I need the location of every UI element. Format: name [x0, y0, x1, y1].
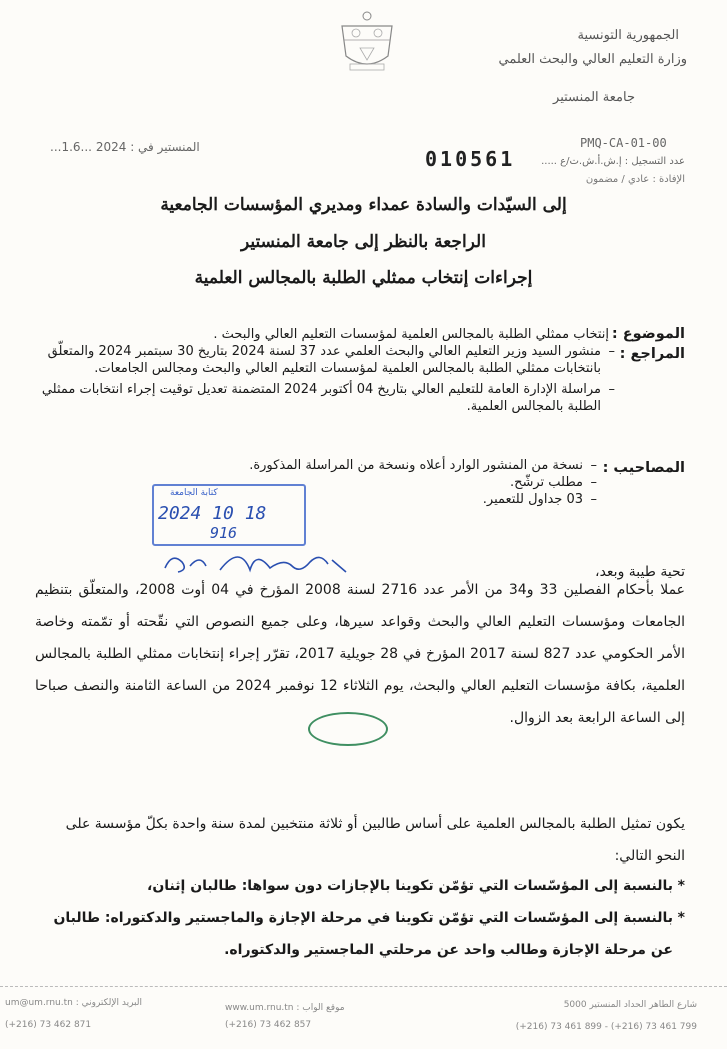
- coat-of-arms-emblem: [330, 8, 404, 74]
- list-item: * بالنسبة إلى المؤسّسات التي تؤمّن تكوينا بالإجازات دون سواها: طالبان إثنان،: [35, 870, 685, 902]
- title-subject: إجراءات إنتخاب ممثلي الطلبة بالمجالس العلمية: [194, 268, 533, 288]
- header-republic: الجمهورية التونسية: [577, 28, 679, 43]
- form-code: PMQ-CA-01-00: [580, 136, 667, 150]
- main-paragraph: عملا بأحكام الفصلين 33 و34 من الأمر عدد 2716 لسنة 2008 المؤرخ في 04 أوت 2008، والمتعلّق بتنظيم الجامعات ومؤسسات التعليم العالي والبحث وقواعد سيرها، وعلى جميع النصوص التي نقّحته أو تمّمته وخاصة الأمر الحكومي عدد 827 لسنة 2017 المؤرخ في 28 جويلية 2017، تقرّر إجراء إنتخابات ممثلي الطلبة بالمجالس العلمية، بكافة مؤسسات التعليم العالي والبحث، يوم الثلاثاء 12 نوفمبر 2024 من الساعة الثامنة والنصف صباحا إلى الساعة الرابعة بعد الزوال.: [35, 582, 686, 726]
- greeting: تحية طيبة وبعد،: [595, 564, 685, 580]
- references-label: المراجع :: [619, 346, 685, 362]
- date-value: 2024 ...1.6...: [50, 140, 127, 154]
- reference-number: 010561: [425, 147, 516, 171]
- attachments-label: المصاحيب :: [602, 460, 685, 476]
- subject-label: الموضوع :: [611, 326, 685, 342]
- attention-label: الإفادة : عادي / مضمون: [585, 174, 685, 185]
- attachment-item: – مطلب ترشّح.: [197, 474, 597, 491]
- footer-phone: (+216) 73 461 899 - (+216) 73 461 799: [515, 1022, 697, 1032]
- date-line: [50, 140, 200, 154]
- attachment-item: – 03 جداول للتعمير.: [197, 491, 597, 508]
- footer-phone-secondary: (+216) 73 462 857: [225, 1020, 312, 1030]
- footer-fax: (+216) 73 462 871: [5, 1020, 92, 1030]
- title-subordinate: الراجعة بالنظر إلى جامعة المنستير: [241, 232, 486, 252]
- representation-paragraph: يكون تمثيل الطلبة بالمجالس العلمية على أساس طالبين أو ثلاثة منتخبين لمدة سنة واحدة بكلّ مؤسسة على النحو التالي:: [65, 816, 685, 864]
- header-university: جامعة المنستير: [553, 90, 635, 105]
- reference-item: – مراسلة الإدارة العامة للتعليم العالي بتاريخ 04 أكتوبر 2024 المتضمنة تعديل توقيت إجراء انتخابات ممثلي الطلبة بالمجالس العلمية.: [40, 381, 615, 415]
- representation-list: [35, 870, 685, 966]
- registration-label: عدد التسجيل : إ.ش.أ.ش.ت/ع .....: [541, 156, 685, 167]
- stamp-number: 916: [210, 524, 238, 542]
- stamp-title: كتابة الجامعة: [170, 488, 218, 498]
- footer-email: um@um.rnu.tn : البريد الإلكتروني: [5, 998, 143, 1008]
- stamp-date: 2024 10 18: [158, 503, 267, 524]
- reference-item: – منشور السيد وزير التعليم العالي والبحث العلمي عدد 37 لسنة 2024 بتاريخ 30 سبتمبر 2024 والمتعلّق بانتخابات ممثلي الطلبة بالمجالس العلمية لمؤسسات التعليم العالي والبحث ومجالس الجامعات.: [40, 343, 615, 377]
- list-item: * بالنسبة إلى المؤسّسات التي تؤمّن تكوينا في مرحلة الإجازة والماجستير والدكتوراه: طالبان عن مرحلة الإجازة وطالب واحد عن مرحلتي الماجستير والدكتوراه.: [35, 902, 685, 966]
- header-ministry: وزارة التعليم العالي والبحث العلمي: [498, 52, 687, 67]
- date-prefix: المنستير في :: [130, 140, 200, 154]
- subject-text: إنتخاب ممثلي الطلبة بالمجالس العلمية لمؤسسات التعليم العالي والبحث .: [213, 327, 609, 342]
- footer-website: www.um.rnu.tn : موقع الواب: [225, 1003, 345, 1013]
- footer-divider: [0, 986, 727, 987]
- highlight-circle: [308, 712, 388, 746]
- footer-address: شارع الطاهر الحداد المنستير 5000: [563, 1000, 697, 1010]
- attachment-item: – نسخة من المنشور الوارد أعلاه ونسخة من المراسلة المذكورة.: [197, 457, 597, 474]
- title-addressee: إلى السيّدات والسادة عمداء ومديري المؤسسات الجامعية: [160, 195, 567, 215]
- references-list: [40, 343, 615, 419]
